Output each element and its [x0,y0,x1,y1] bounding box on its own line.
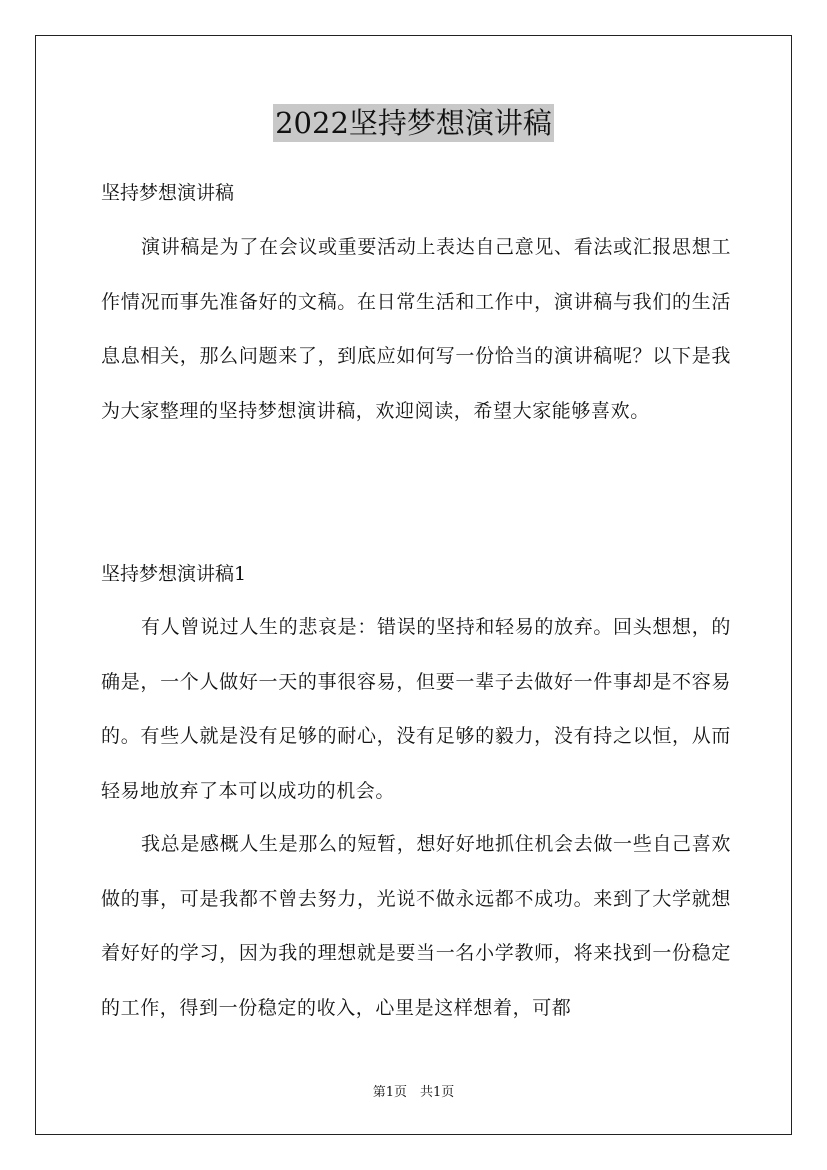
intro-paragraph: 演讲稿是为了在会议或重要活动上表达自己意见、看法或汇报思想工作情况而事先准备好的文稿。在日常生活和工作中，演讲稿与我们的生活息息相关，那么问题来了，到底应如何写一份恰当的演讲稿呢？以下是我为大家整理的坚持梦想演讲稿，欢迎阅读，希望大家能够喜欢。 [101,236,731,422]
speech1-heading: 坚持梦想演讲稿1 [101,563,247,585]
speech1-paragraph-1: 有人曾说过人生的悲哀是：错误的坚持和轻易的放弃。回头想想，的确是，一个人做好一天的事很容易，但要一辈子去做好一件事却是不容易的。有些人就是没有足够的耐心，没有足够的毅力，没有持之以恒，从而轻易地放弃了本可以成功的机会。 [101,616,731,802]
page-footer: 第1页 共1页 [372,1085,455,1100]
title-container [0,104,827,142]
speech1-paragraph-2: 我总是感概人生是那么的短暂，想好好地抓住机会去做一些自己喜欢做的事，可是我都不曾去努力，光说不做永远都不成功。来到了大学就想着好好的学习，因为我的理想就是要当一名小学教师，将来找到一份稳定的工作，得到一份稳定的收入，心里是这样想着，可都 [101,833,731,1019]
section-heading: 坚持梦想演讲稿 [101,182,235,204]
document-title: 2022坚持梦想演讲稿 [275,106,552,140]
